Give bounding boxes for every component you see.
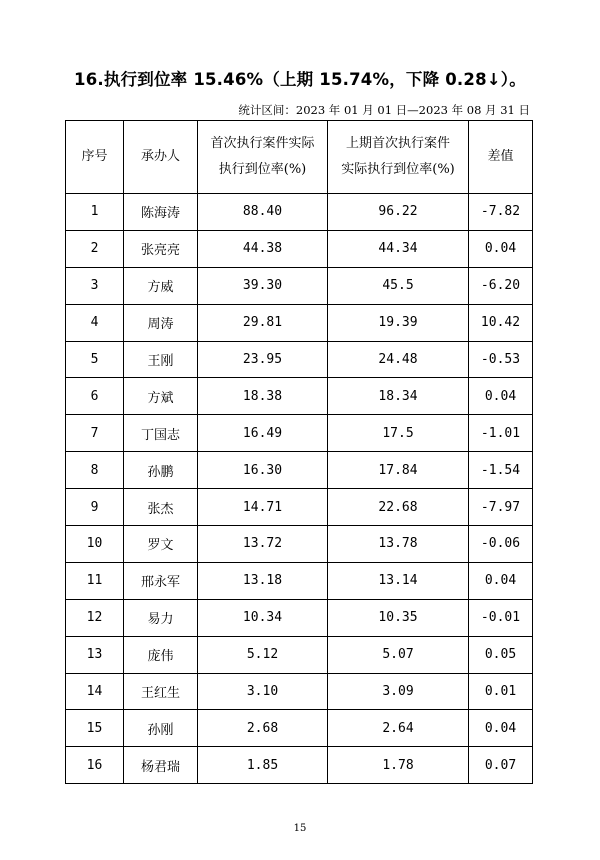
cell-previous-rate: 13.78 xyxy=(328,526,469,563)
cell-seq: 12 xyxy=(66,599,124,636)
cell-previous-rate: 24.48 xyxy=(328,341,469,378)
cell-seq: 14 xyxy=(66,673,124,710)
table-header-row xyxy=(66,121,533,194)
cell-current-rate: 10.34 xyxy=(198,599,328,636)
header-diff: 差值 xyxy=(469,121,533,194)
cell-previous-rate: 13.14 xyxy=(328,562,469,599)
header-current-line1: 首次执行案件实际 xyxy=(210,136,315,151)
table-row xyxy=(66,526,533,563)
cell-previous-rate: 18.34 xyxy=(328,378,469,415)
table-row xyxy=(66,599,533,636)
table-row xyxy=(66,415,533,452)
cell-previous-rate: 22.68 xyxy=(328,489,469,526)
header-seq: 序号 xyxy=(66,121,124,194)
table-row xyxy=(66,194,533,231)
cell-current-rate: 13.18 xyxy=(198,562,328,599)
cell-person: 孙刚 xyxy=(124,710,198,747)
cell-diff: -6.20 xyxy=(469,267,533,304)
cell-person: 王红生 xyxy=(124,673,198,710)
cell-diff: 0.04 xyxy=(469,562,533,599)
cell-current-rate: 18.38 xyxy=(198,378,328,415)
cell-diff: -0.01 xyxy=(469,599,533,636)
cell-person: 陈海涛 xyxy=(124,194,198,231)
cell-person: 庞伟 xyxy=(124,636,198,673)
table-row xyxy=(66,230,533,267)
table-row xyxy=(66,747,533,784)
header-previous-line1: 上期首次执行案件 xyxy=(345,136,450,151)
cell-diff: 0.04 xyxy=(469,710,533,747)
cell-seq: 13 xyxy=(66,636,124,673)
cell-diff: 0.05 xyxy=(469,636,533,673)
cell-diff: 0.07 xyxy=(469,747,533,784)
cell-previous-rate: 19.39 xyxy=(328,304,469,341)
cell-seq: 6 xyxy=(66,378,124,415)
cell-current-rate: 13.72 xyxy=(198,526,328,563)
cell-previous-rate: 2.64 xyxy=(328,710,469,747)
cell-person: 方威 xyxy=(124,267,198,304)
cell-seq: 5 xyxy=(66,341,124,378)
cell-diff: -1.01 xyxy=(469,415,533,452)
cell-current-rate: 16.30 xyxy=(198,452,328,489)
cell-person: 张杰 xyxy=(124,489,198,526)
page-number: 15 xyxy=(293,823,307,834)
cell-person: 王刚 xyxy=(124,341,198,378)
table-row xyxy=(66,452,533,489)
cell-current-rate: 3.10 xyxy=(198,673,328,710)
cell-previous-rate: 96.22 xyxy=(328,194,469,231)
table-row xyxy=(66,304,533,341)
cell-seq: 9 xyxy=(66,489,124,526)
cell-previous-rate: 44.34 xyxy=(328,230,469,267)
header-previous-line2: 实际执行到位率(%) xyxy=(341,162,455,177)
cell-current-rate: 29.81 xyxy=(198,304,328,341)
cell-seq: 1 xyxy=(66,194,124,231)
cell-previous-rate: 10.35 xyxy=(328,599,469,636)
table-row xyxy=(66,341,533,378)
cell-seq: 3 xyxy=(66,267,124,304)
table-row xyxy=(66,267,533,304)
header-current-line2: 执行到位率(%) xyxy=(218,162,307,177)
cell-current-rate: 44.38 xyxy=(198,230,328,267)
cell-seq: 15 xyxy=(66,710,124,747)
cell-current-rate: 23.95 xyxy=(198,341,328,378)
cell-diff: -1.54 xyxy=(469,452,533,489)
cell-previous-rate: 45.5 xyxy=(328,267,469,304)
cell-person: 周涛 xyxy=(124,304,198,341)
table-row xyxy=(66,378,533,415)
cell-seq: 10 xyxy=(66,526,124,563)
cell-diff: -0.53 xyxy=(469,341,533,378)
table-row xyxy=(66,489,533,526)
cell-diff: 0.04 xyxy=(469,230,533,267)
statistics-range: 统计区间：2023 年 01 月 01 日—2023 年 08 月 31 日 xyxy=(238,103,530,117)
cell-diff: -0.06 xyxy=(469,526,533,563)
table-body xyxy=(66,194,533,784)
cell-seq: 16 xyxy=(66,747,124,784)
page-title: 16.执行到位率 15.46%（上期 15.74%，下降 0.28↓）。 xyxy=(74,70,526,89)
cell-current-rate: 2.68 xyxy=(198,710,328,747)
header-previous-rate xyxy=(328,121,469,194)
cell-current-rate: 39.30 xyxy=(198,267,328,304)
cell-current-rate: 16.49 xyxy=(198,415,328,452)
cell-diff: -7.97 xyxy=(469,489,533,526)
cell-person: 易力 xyxy=(124,599,198,636)
table-row xyxy=(66,673,533,710)
cell-current-rate: 88.40 xyxy=(198,194,328,231)
cell-current-rate: 14.71 xyxy=(198,489,328,526)
cell-seq: 7 xyxy=(66,415,124,452)
cell-seq: 8 xyxy=(66,452,124,489)
header-person: 承办人 xyxy=(124,121,198,194)
cell-person: 邢永军 xyxy=(124,562,198,599)
cell-person: 丁国志 xyxy=(124,415,198,452)
performance-table xyxy=(65,120,533,784)
cell-seq: 4 xyxy=(66,304,124,341)
cell-person: 方斌 xyxy=(124,378,198,415)
table-row xyxy=(66,636,533,673)
cell-person: 张亮亮 xyxy=(124,230,198,267)
cell-person: 杨君瑞 xyxy=(124,747,198,784)
cell-previous-rate: 17.5 xyxy=(328,415,469,452)
cell-previous-rate: 1.78 xyxy=(328,747,469,784)
cell-previous-rate: 17.84 xyxy=(328,452,469,489)
cell-previous-rate: 3.09 xyxy=(328,673,469,710)
table-row xyxy=(66,710,533,747)
cell-person: 孙鹏 xyxy=(124,452,198,489)
cell-current-rate: 5.12 xyxy=(198,636,328,673)
cell-diff: 10.42 xyxy=(469,304,533,341)
header-current-rate xyxy=(198,121,328,194)
cell-person: 罗文 xyxy=(124,526,198,563)
cell-current-rate: 1.85 xyxy=(198,747,328,784)
cell-diff: 0.01 xyxy=(469,673,533,710)
cell-diff: 0.04 xyxy=(469,378,533,415)
cell-diff: -7.82 xyxy=(469,194,533,231)
table-row xyxy=(66,562,533,599)
cell-previous-rate: 5.07 xyxy=(328,636,469,673)
cell-seq: 11 xyxy=(66,562,124,599)
cell-seq: 2 xyxy=(66,230,124,267)
